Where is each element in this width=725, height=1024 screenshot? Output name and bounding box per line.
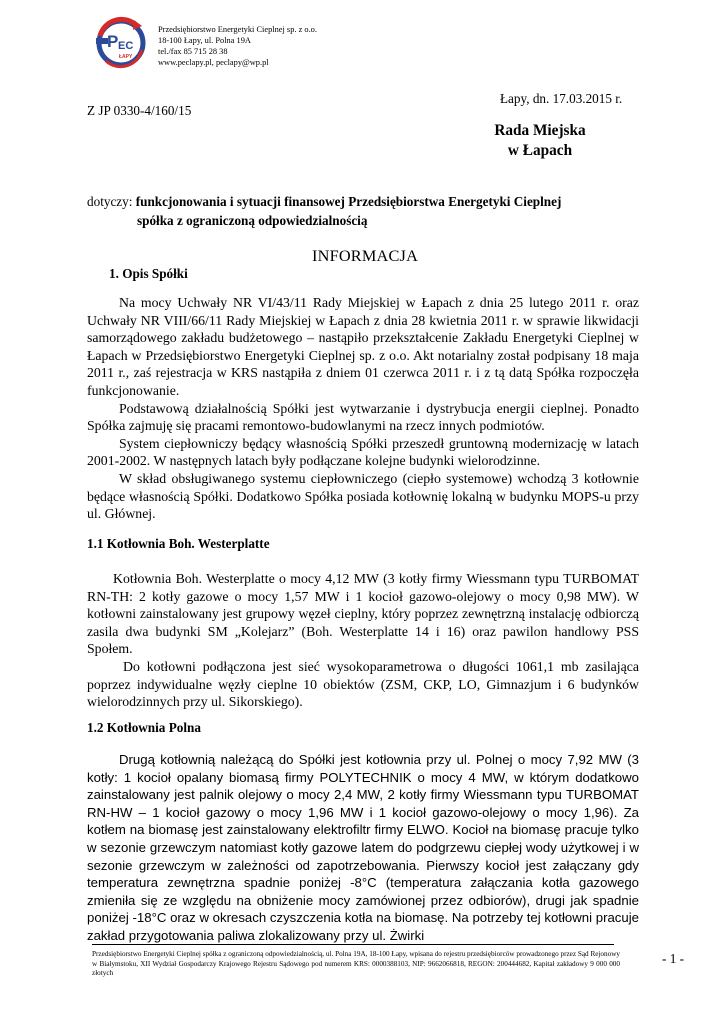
recipient [470,121,610,161]
subject-line1: funkcjonowania i sytuacji finansowej Przedsiębiorstwa Energetyki Cieplnej [135,194,562,209]
subject-prefix: dotyczy: [87,194,136,209]
footer-text: Przedsiębiorstwo Energetyki Cieplnej spółka z ograniczoną odpowiedzialnością, ul. Polna 19A, 18-100 Łapy, wpisana do rejestru przedsiębiorców prowadzonego przez Sąd Rejonowy w Białymstoku, XII Wydział Gospodarczy Krajowego Rejestru Sądowego pod numerem KRS: 0000388103, NIP: 9662066818, REGON: 200444682, Kapitał zakładowy 9 000 000 złotych [92,950,620,978]
letter-date: Łapy, dn. 17.03.2015 r. [500,91,623,106]
letter-reference: Z JP 0330-4/160/15 [87,103,192,118]
recipient-line2: w Łapach [507,142,573,159]
company-header [158,24,317,68]
page-number: - 1 - [662,951,684,966]
section1-paragraph: Podstawową działalnością Spółki jest wytwarzanie i dystrybucja energii cieplnej. Ponadto Spółka zajmuję się pracami remontowo-budowlanymi na rzecz innych podmiotów. [87,400,639,434]
svg-text:EC: EC [118,40,134,52]
section1-heading: 1. Opis Spółki [109,266,188,281]
company-address: 18-100 Łapy, ul. Polna 19A [158,36,251,45]
section1-paragraph: Na mocy Uchwały NR VI/43/11 Rady Miejskiej w Łapach z dnia 25 lutego 2011 r. oraz Uchwały NR VIII/66/11 Rady Miejskiej w Łapach z dnia 28 kwietnia 2011 r. w sprawie likwidacji samorządowego zakładu budżetowego – nastąpiło przekształcenie Zakładu Energetyki Cieplnej w Łapach w Przedsiębiorstwo Energetyki Cieplnej sp. z o.o. Akt notarialny został podpisany 18 maja 2011 r., zaś rejestracja w KRS nastąpiła z dniem 01 czerwca 2011 r. i z tą datą Spółka rozpoczęła funkcjonowanie. [87,295,639,398]
section1-1-body [87,570,639,711]
section1-body [87,294,639,523]
section1-2-paragraph: Drugą kotłownią należącą do Spółki jest kotłownia przy ul. Polnej o mocy 7,92 MW (3 kotły: 1 kocioł opalany biomasą firmy POLYTECHNIK o mocy 4 MW, w którym dodatkowo zainstalowany jest palnik olejowy o mocy 2,4 MW, 2 kotły firmy Wiessmann typu TURBOMAT RN-HW – 1 kocioł gazowy o mocy 1,96 MW i 1 kocioł gazowo-olejowy o mocy 1,96). Za kotłem na biomasę jest zainstalowany elektrofiltr firmy ELWO. Kocioł na biomasę pracuje tylko w sezonie grzewczym natomiast kotły gazowe latem do podgrzewu ciepłej wody użytkowej i w sezonie grzewczym w zależności od zapotrzebowania. Pierwszy kocioł jest załączany gdy temperatura zewnętrzna spadnie poniżej -8°C (temperatura załączania kotła gazowego zmieniła się ze względu na obniżenie mocy zamówionej przez odbiorów), drugi jak spadnie poniżej -18°C oraz w okresach czyszczenia kotła na biomasę. Na potrzeby tej kotłowni pracuje zakład przygotowania paliwa zlokalizowany przy ul. Żwirki [87,752,639,943]
section1-2-heading: 1.2 Kotłownia Polna [87,720,201,735]
company-web: www.peclapy.pl, peclapy@wp.pl [158,58,269,67]
company-phone: tel./fax 85 715 28 38 [158,47,228,56]
subject-line2: spółka z ograniczoną odpowiedzialnością [137,213,368,228]
footer-divider [92,944,614,945]
recipient-line1: Rada Miejska [494,122,586,139]
svg-text:ŁAPY: ŁAPY [119,54,133,60]
company-logo [92,16,150,70]
section1-paragraph: System ciepłowniczy będący własnością Spółki przeszedł gruntowną modernizację w latach 2001-2002. W następnych latach były podłączane kolejne budynki wielorodzinne. [87,435,639,469]
company-name: Przedsiębiorstwo Energetyki Cieplnej sp. z o.o. [158,25,317,34]
svg-text:P: P [107,32,119,51]
section1-1-heading: 1.1 Kotłownia Boh. Westerplatte [87,536,270,551]
section1-1-paragraph: Do kotłowni podłączona jest sieć wysokoparametrowa o długości 1061,1 mb zasilająca poprzez indywidualne węzły cieplne 10 obiektów (ZSM, CKP, LO, Gimnazjum i 6 budynków wielorodzinnych przy ul. Sikorskiego). [87,658,639,710]
document-title: INFORMACJA [312,246,419,265]
section1-2-body [87,751,639,945]
subject [87,192,647,230]
section1-1-paragraph: Kotłownia Boh. Westerplatte o mocy 4,12 MW (3 kotły firmy Wiessmann typu TURBOMAT RN-TH: 2 kotły gazowe o mocy 1,57 MW i 1 kocioł gazowo-olejowy o mocy 0,98 MW). W kotłowni zainstalowany jest grupowy węzeł cieplny, który poprzez zewnętrzną instalację odbiorczą zasila dwa budynki SM „Kolejarz” (Boh. Westerplatte 14 i 16) oraz pawilon handlowy PSS Społem. [87,571,639,657]
section1-paragraph: W skład obsługiwanego systemu ciepłowniczego (ciepło systemowe) wchodzą 3 kotłownie będące własnością Spółki. Dodatkowo Spółka posiada kotłownię lokalną w budynku MOPS-u przy ul. Głównej. [87,470,639,522]
